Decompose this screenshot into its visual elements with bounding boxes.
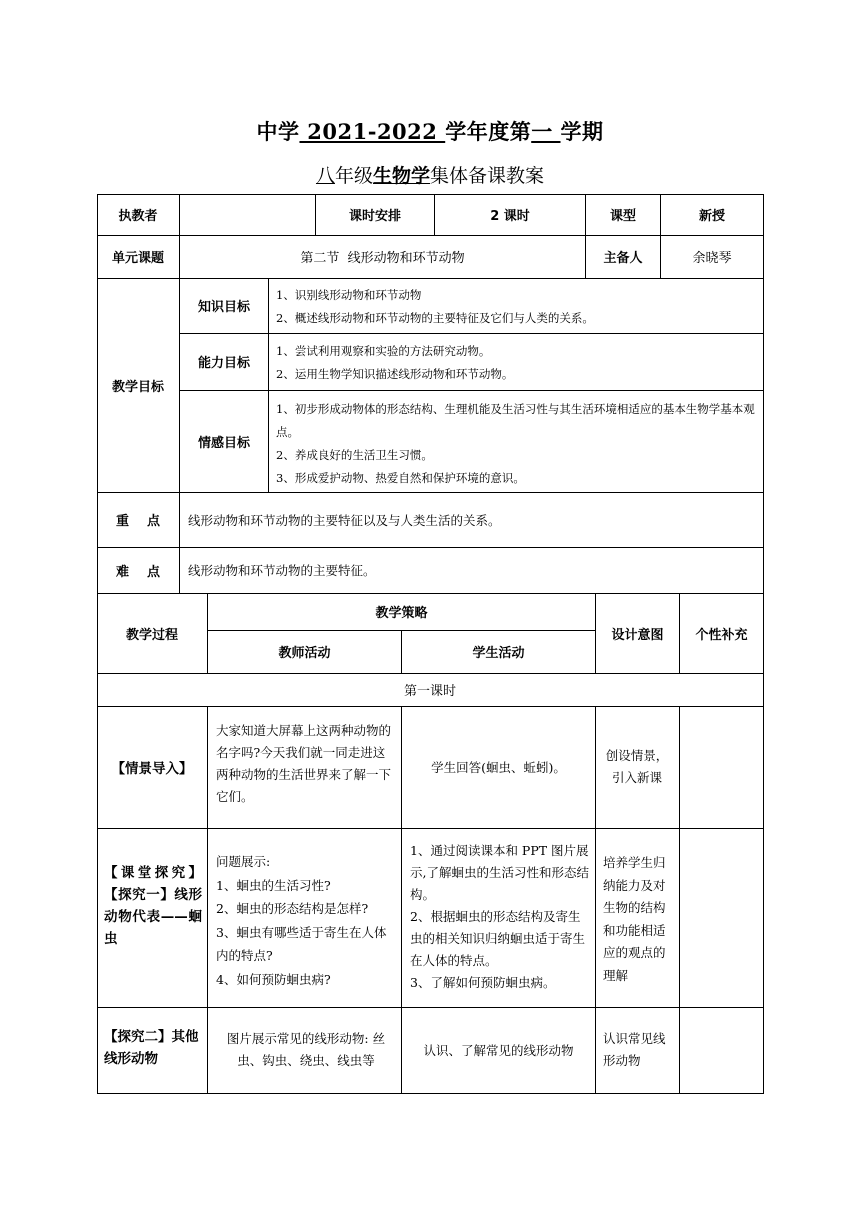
teacher-question: 1、蛔虫的生活习性? [216,877,331,893]
explore-two-teacher-activity: 图片展示常见的线形动物: 丝虫、钩虫、绕虫、线虫等 [226,1031,386,1068]
teacher-question: 3、蛔虫有哪些适于寄生在人体内的特点? [216,924,387,963]
title-term-suffix: 学期 [560,119,604,144]
section-explore-two [104,1026,202,1070]
schedule-label: 课时安排 [348,209,401,224]
title-term-number: 一 [531,119,561,144]
preparer-label: 主备人 [603,251,643,266]
intro-design-intent: 创设情景，引入新课 [605,748,669,785]
intro-student-activity: 学生回答(蛔虫、蚯蚓)。 [431,760,566,775]
title-term-prefix: 学年度第 [445,119,532,144]
explore-one-teacher-activity [216,850,396,991]
teacher-value [180,194,315,235]
emotion-goal-list [276,398,758,490]
difficulty-value: 线形动物和环节动物的主要特征。 [188,563,376,578]
unit-label: 单元课题 [111,251,164,266]
design-intent-header: 设计意图 [611,627,664,643]
lesson-one-header: 第一课时 [403,684,456,699]
explore-one-student-activity [410,840,590,994]
knowledge-goal-item: 1、识别线形动物和环节动物 [276,288,422,302]
ability-goal-item: 1、尝试利用观察和实验的方法研究动物。 [276,344,491,358]
personal-supplement-header: 个性补充 [695,627,748,643]
title-year: 2021-2022 [299,119,446,144]
section-explore-one [104,862,202,950]
explore-one-title: 【课堂探究】【探究一】线形动物代表——蛔虫 [104,865,202,947]
key-point-label: 重 点 [115,514,161,529]
ability-goal-item: 2、运用生物学知识描述线形动物和环节动物。 [276,367,514,381]
type-label: 课型 [609,209,636,224]
difficulty-label: 难 点 [115,564,161,580]
emotion-goal-item: 1、初步形成动物体的形态结构、生理机能及生活习性与其生活环境相适应的基本生物学基本观点。 [276,402,755,439]
teacher-question: 问题展示: [216,854,271,869]
student-activity-item: 3、了解如何预防蛔虫病。 [410,975,556,990]
emotion-goal-label: 情感目标 [197,435,250,451]
section-intro: 【情景导入】 [111,761,193,777]
type-value: 新授 [698,209,725,224]
explore-one-design-intent: 培养学生归纳能力及对生物的结构和功能相适应的观点的理解 [603,855,666,983]
subtitle-suffix: 集体备课教案 [430,165,545,187]
teacher-question: 4、如何预防蛔虫病? [216,971,331,987]
explore-two-design-intent: 认识常见线形动物 [603,1031,666,1068]
key-point-value: 线形动物和环节动物的主要特征以及与人类生活的关系。 [188,512,501,528]
ability-goal-label: 能力目标 [197,356,250,371]
subtitle-grade-suffix: 年级 [334,165,373,187]
subtitle-subject: 生物学 [373,165,431,187]
subtitle-grade: 八 [315,165,335,187]
explore-two-title: 【探究二】其他线形动物 [104,1029,199,1067]
goals-label: 教学目标 [111,379,164,395]
knowledge-goal-list [276,284,758,330]
explore-two-student-activity: 认识、了解常见的线形动物 [423,1043,574,1058]
emotion-goal-item: 2、养成良好的生活卫生习惯。 [276,448,433,462]
strategy-header: 教学策略 [375,606,428,621]
process-label: 教学过程 [125,627,178,643]
student-activity-item: 1、通过阅读课本和 PPT 图片展示,了解蛔虫的生活习性和形态结构。 [410,843,589,902]
unit-value: 第二节 线形动物和环节动物 [300,251,465,266]
title-school: 中学 [256,119,300,144]
student-activity-header: 学生活动 [472,646,525,661]
teacher-question: 2、蛔虫的形态结构是怎样? [216,901,369,916]
ability-goal-list [276,340,758,386]
teacher-label: 执教者 [118,209,158,224]
schedule-value: 2 课时 [490,209,530,224]
student-activity-item: 2、根据蛔虫的形态结构及寄生虫的相关知识归纳蛔虫适于寄生在人体的特点。 [410,909,586,968]
knowledge-goal-label: 知识目标 [197,300,250,315]
intro-teacher-activity: 大家知道大屏幕上这两种动物的名字吗?今天我们就一同走进这两种动物的生活世界来了解一下它们。 [216,723,392,804]
knowledge-goal-item: 2、概述线形动物和环节动物的主要特征及它们与人类的关系。 [276,311,594,325]
emotion-goal-item: 3、形成爱护动物、热爱自然和保护环境的意识。 [276,471,525,485]
teacher-activity-header: 教师活动 [278,646,331,661]
preparer-value: 余晓琴 [692,251,732,266]
